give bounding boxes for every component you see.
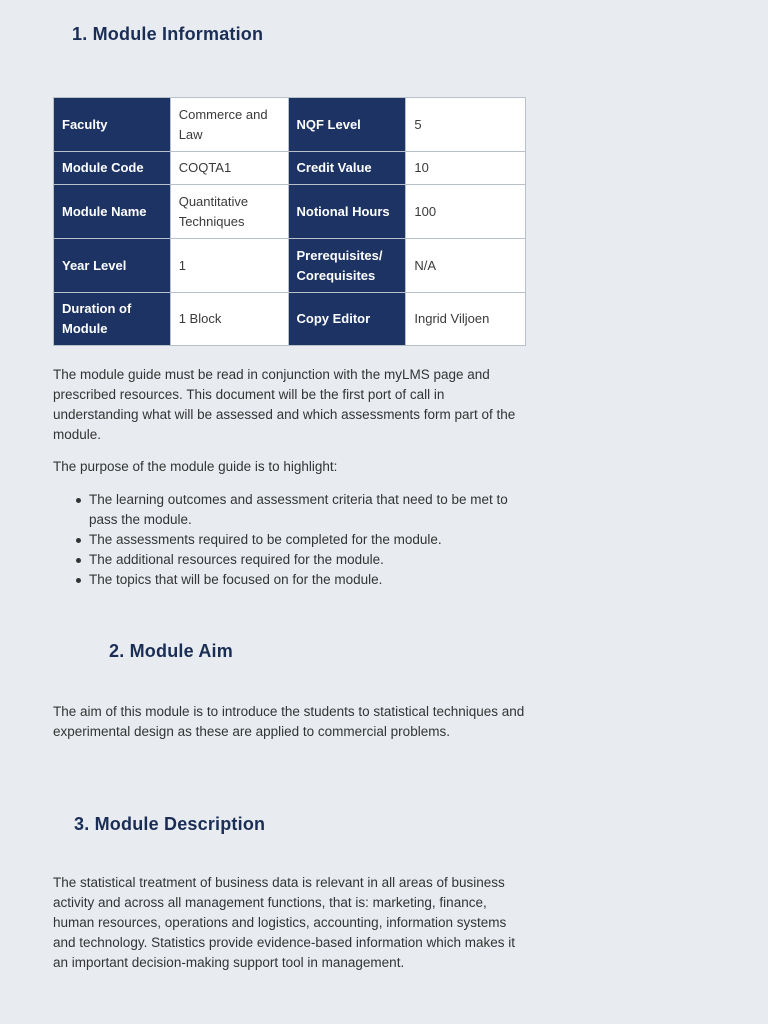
bullet-icon — [76, 498, 81, 503]
purpose-lead: The purpose of the module guide is to highlight: — [53, 459, 338, 474]
notional-hours-label: Notional Hours — [288, 185, 406, 239]
table-row — [54, 98, 526, 152]
list-item-text: The topics that will be focused on for the module. — [89, 572, 383, 587]
bullet-icon — [76, 558, 81, 563]
year-level-label: Year Level — [54, 239, 171, 293]
notional-hours-value: 100 — [406, 185, 526, 239]
module-info-table — [53, 97, 526, 346]
table-row — [54, 293, 526, 346]
list-item — [74, 530, 534, 550]
duration-label: Duration of Module — [54, 293, 171, 346]
copy-editor-value: Ingrid Viljoen — [406, 293, 526, 346]
prerequisites-label: Prerequisites/ Corequisites — [288, 239, 406, 293]
list-item-text: The learning outcomes and assessment criteria that need to be met to pass the module. — [89, 492, 508, 527]
copy-editor-label: Copy Editor — [288, 293, 406, 346]
nqf-level-value: 5 — [406, 98, 526, 152]
intro-paragraph: The module guide must be read in conjunction with the myLMS page and prescribed resources. This document will be the first port of call in understanding what will be assessed and which assessments form part of the module. — [53, 367, 516, 442]
table-row — [54, 239, 526, 293]
module-aim-heading: 2. Module Aim — [109, 641, 233, 661]
table-row — [54, 152, 526, 185]
module-name-value: Quantitative Techniques — [170, 185, 288, 239]
purpose-list — [74, 490, 534, 590]
list-item-text: The additional resources required for the module. — [89, 552, 384, 567]
module-name-label: Module Name — [54, 185, 171, 239]
faculty-value: Commerce and Law — [170, 98, 288, 152]
module-code-label: Module Code — [54, 152, 171, 185]
list-item — [74, 490, 534, 530]
nqf-level-label: NQF Level — [288, 98, 406, 152]
duration-value: 1 Block — [170, 293, 288, 346]
list-item — [74, 570, 534, 590]
module-information-heading: 1. Module Information — [72, 24, 264, 44]
faculty-label: Faculty — [54, 98, 171, 152]
module-description-heading: 3. Module Description — [74, 814, 266, 834]
module-code-value: COQTA1 — [170, 152, 288, 185]
list-item — [74, 550, 534, 570]
aim-paragraph: The aim of this module is to introduce the students to statistical techniques and experimental design as these are applied to commercial problems. — [53, 704, 525, 739]
bullet-icon — [76, 538, 81, 543]
credit-value-value: 10 — [406, 152, 526, 185]
list-item-text: The assessments required to be completed for the module. — [89, 532, 442, 547]
description-paragraph: The statistical treatment of business data is relevant in all areas of business activity and across all management functions, that is: marketing, finance, human resources, operations and logistics, accounting, information systems and technology. Statistics provide evidence-based information which makes it an important decision-making support tool in management. — [53, 875, 515, 970]
bullet-icon — [76, 578, 81, 583]
credit-value-label: Credit Value — [288, 152, 406, 185]
table-row — [54, 185, 526, 239]
prerequisites-value: N/A — [406, 239, 526, 293]
year-level-value: 1 — [170, 239, 288, 293]
